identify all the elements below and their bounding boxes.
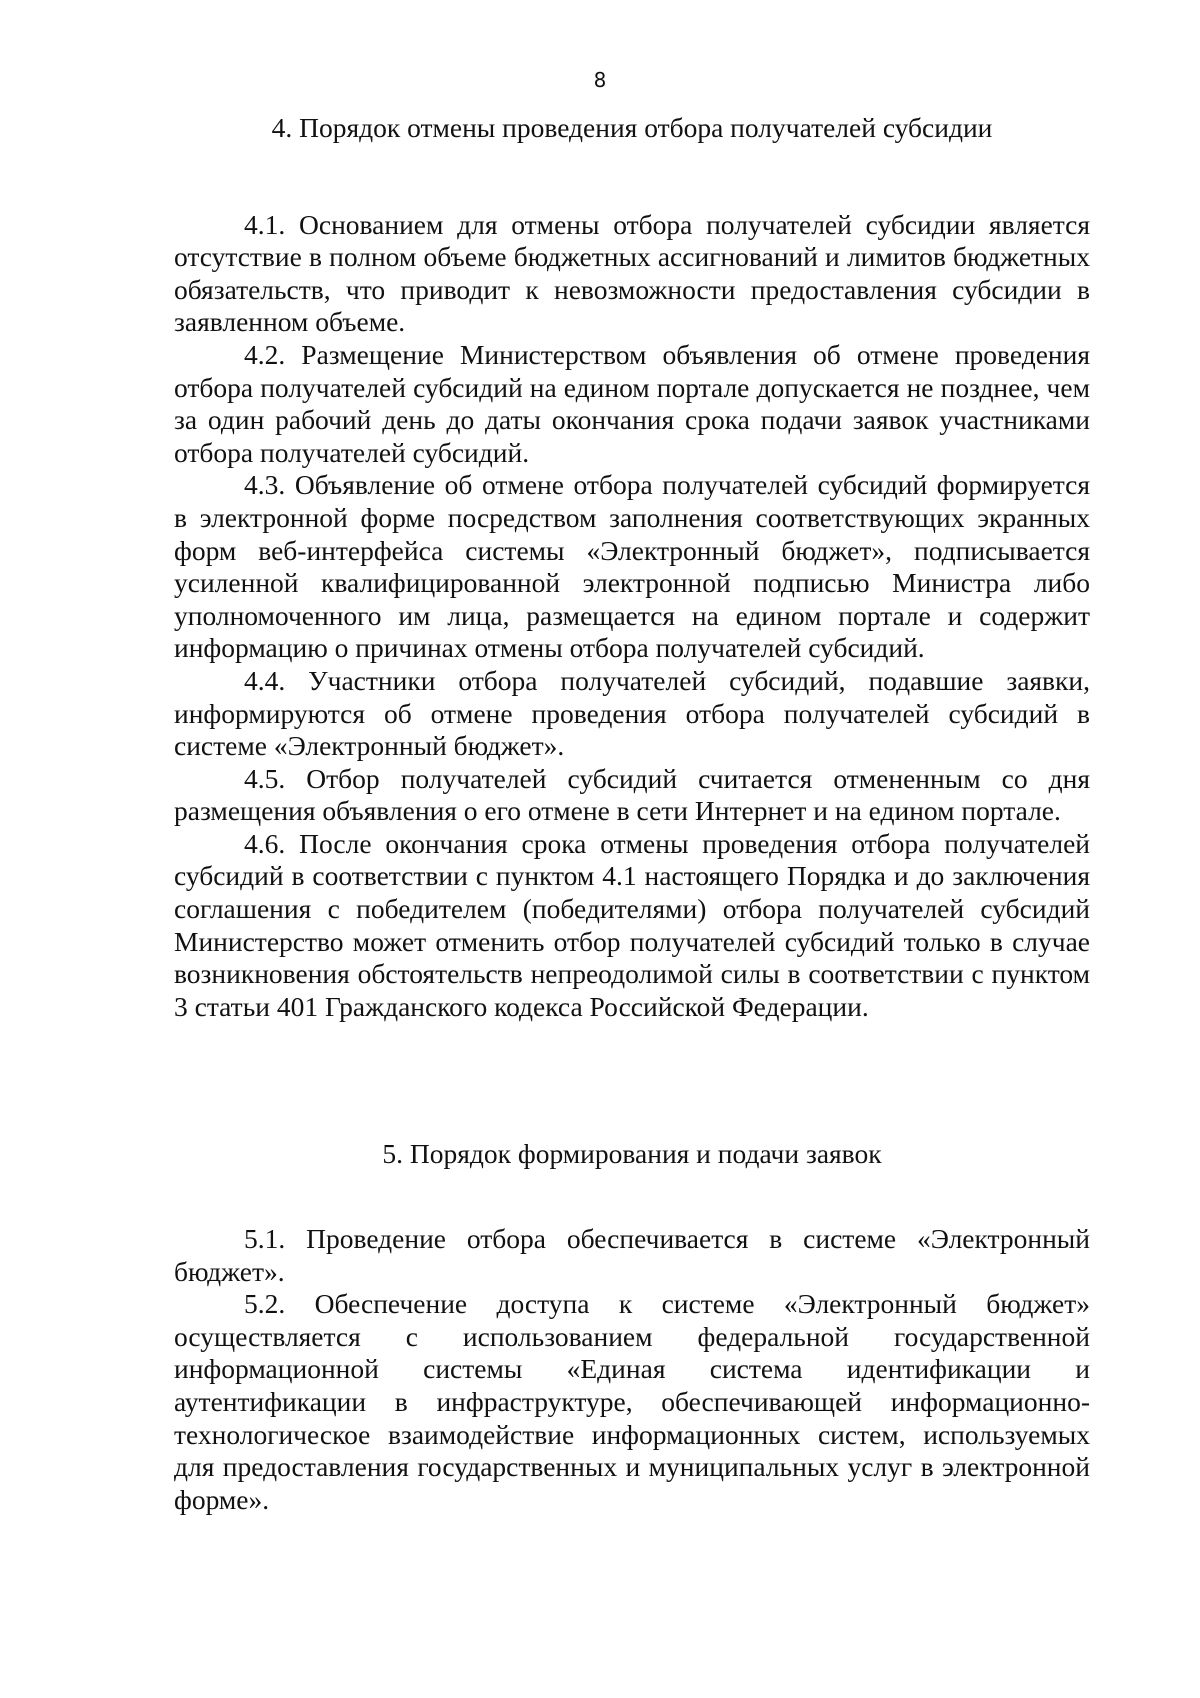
paragraph-4-5: 4.5. Отбор получателей субсидий считается отмененным со дня размещения объявления о его отмене в сети Интернет и на едином портале. [174, 762, 1090, 827]
paragraph-5-1: 5.1. Проведение отбора обеспечивается в системе «Электронный бюджет». [174, 1223, 1090, 1287]
paragraph-4-1: 4.1. Основанием для отмены отбора получателей субсидии является отсутствие в полном объеме бюджетных ассигнований и лимитов бюджетных обязательств, что приводит к невозможности предоставления субсидии в заявленном объеме. [174, 208, 1090, 338]
paragraph-4-4: 4.4. Участники отбора получателей субсидий, подавшие заявки, информируются об отмене проведения отбора получателей субсидий в системе «Электронный бюджет». [174, 664, 1090, 762]
section-5-heading: 5. Порядок формирования и подачи заявок [382, 1138, 882, 1170]
document-body [174, 112, 1090, 1516]
paragraph-4-3: 4.3. Объявление об отмене отбора получателей субсидий формируется в электронной форме посредством заполнения соответствующих экранных форм веб-интерфейса системы «Электронный бюджет», подписывается усиленной квалифицированной электронной подписью Министра либо уполномоченного им лица, размещается на едином портале и содержит информацию о причинах отмены отбора получателей субсидий. [174, 469, 1090, 664]
paragraph-4-6: 4.6. После окончания срока отмены проведения отбора получателей субсидий в соответствии с пунктом 4.1 настоящего Порядка и до заключения соглашения с победителем (победителями) отбора получателей субсидий Министерство может отменить отбор получателей субсидий только в случае возникновения обстоятельств непреодолимой силы в соответствии с пунктом 3 статьи 401 Гражданского кодекса Российской Федерации. [174, 827, 1090, 1022]
section-4-heading: 4. Порядок отмены проведения отбора получателей субсидии [271, 112, 993, 143]
paragraph-5-2: 5.2. Обеспечение доступа к системе «Электронный бюджет» осуществляется с использованием федеральной государственной информационной системы «Единая система идентификации и аутентификации в инфраструктуре, обеспечивающей информационно-технологическое взаимодействие информационных систем, используемых для предоставления государственных и муниципальных услуг в электронной форме». [174, 1288, 1090, 1515]
paragraph-4-2: 4.2. Размещение Министерством объявления об отмене проведения отбора получателей субсидий на едином портале допускается не позднее, чем за один рабочий день до даты окончания срока подачи заявок участниками отбора получателей субсидий. [174, 338, 1090, 468]
page-number: 8 [593, 68, 607, 92]
